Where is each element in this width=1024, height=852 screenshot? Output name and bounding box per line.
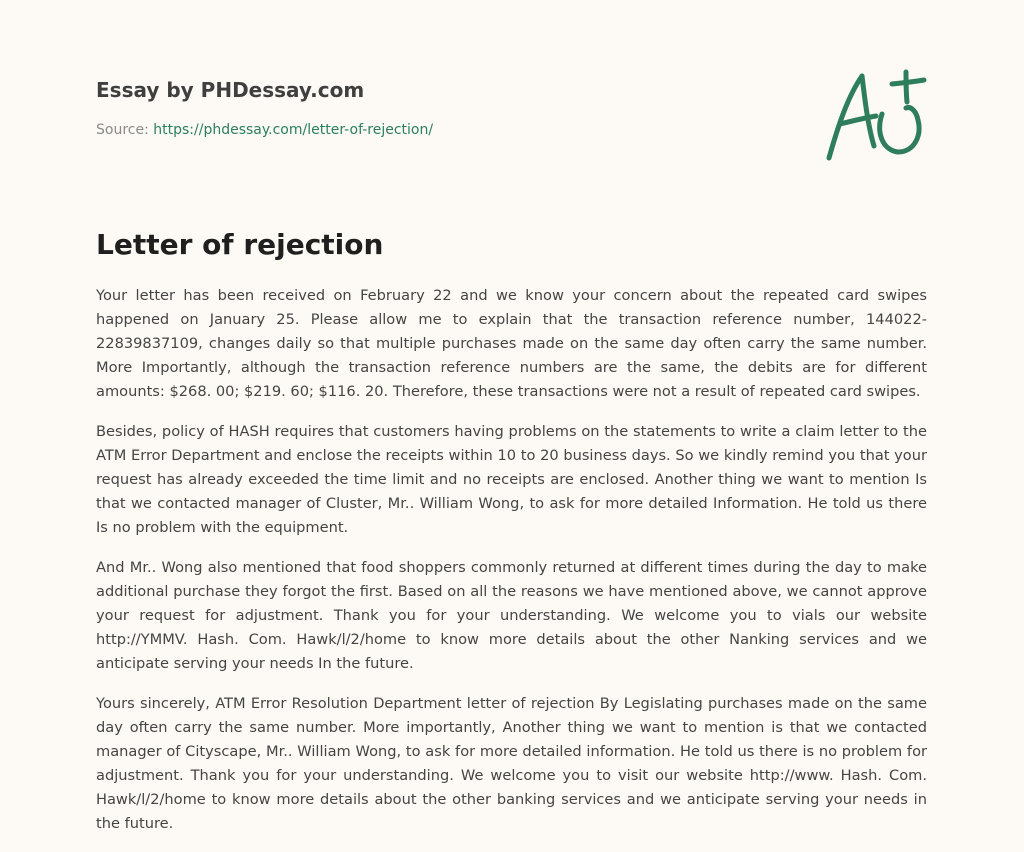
page-title: Letter of rejection [96,228,384,261]
brand-title: Essay by PHDessay.com [96,78,365,102]
paragraph: Besides, policy of HASH requires that customers having problems on the statements to write a claim letter to the ATM Error Department and enclose the receipts within 10 to 20 business days. So we kindly remind you that your request has already exceeded the time limit and no receipts are enclosed. Another thing we want to mention Is that we contacted manager of Cluster, Mr.. William Wong, to ask for more detailed Information. He told us there Is no problem with the equipment. [96,423,927,536]
source-link[interactable]: https://phdessay.com/letter-of-rejection/ [153,122,434,138]
paragraph: And Mr.. Wong also mentioned that food shoppers commonly returned at different times during the day to make additional purchase they forgot the first. Based on all the reasons we have mentioned above, we cannot approve your request for adjustment. Thank you for your understanding. We welcome you to vials our website http://YMMV. Hash. Com. Hawk/l/2/home to know more details about the other Nanking services and we anticipate serving your needs In the future. [96,559,927,672]
paragraph: Your letter has been received on February 22 and we know your concern about the repeated card swipes happened on January 25. Please allow me to explain that the transaction reference number, 144022-22839837109, changes daily so that multiple purchases made on the same day often carry the same number. More Importantly, although the transaction reference numbers are the same, the debits are for different amounts: $268. 00; $219. 60; $116. 20. Therefore, these transactions were not a result of repeated card swipes. [96,287,927,400]
source-line [96,120,796,140]
source-label: Source: [96,122,154,138]
a-plus-logo-icon [818,66,930,166]
paragraph: Yours sincerely, ATM Error Resolution Department letter of rejection By Legislating purchases made on the same day often carry the same number. More importantly, Another thing we want to mention is that we contacted manager of Cityscape, Mr.. William Wong, to ask for more detailed information. He told us there is no problem for adjustment. Thank you for your understanding. We welcome you to visit our website http://www. Hash. Com. Hawk/l/2/home to know more details about the other banking services and we anticipate serving your needs in the future. [96,695,927,832]
page-header [96,76,796,140]
article-body [96,284,927,852]
